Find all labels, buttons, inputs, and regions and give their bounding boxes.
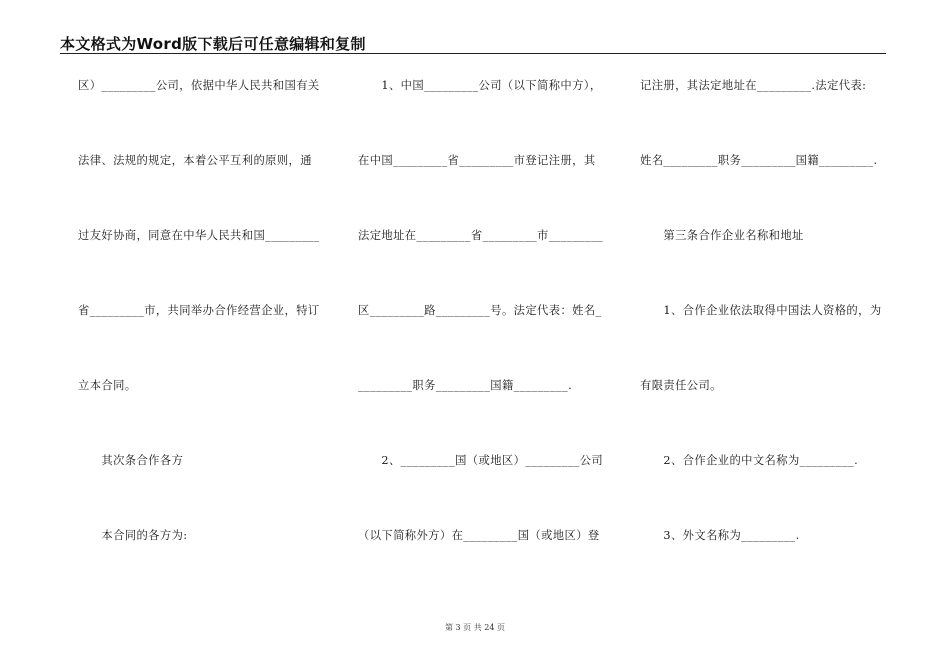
text-line: 2、合作企业的中文名称为_________. (640, 454, 859, 467)
text-line: 有限责任公司。 (640, 379, 722, 392)
text-line: 2、_________国（或地区）_________公司 (358, 454, 604, 467)
text-line: 3、外文名称为_________. (640, 529, 800, 542)
header-divider (60, 53, 886, 54)
text-line: 1、合作企业依法取得中国法人资格的，为 (640, 304, 882, 317)
text-line: 法定地址在_________省_________市_________ (358, 229, 604, 242)
text-line: 其次条合作各方 (78, 454, 184, 467)
text-line: 记注册，其法定地址在_________.法定代表: (640, 79, 867, 92)
text-line: 第三条合作企业名称和地址 (640, 229, 804, 242)
text-line: 立本合同。 (78, 379, 137, 392)
text-line: 过友好协商，同意在中华人民共和国_________ (78, 229, 320, 242)
text-line: 区_________路_________号。法定代表：姓名_ (358, 304, 602, 317)
page-number-footer: 第 3 页 共 24 页 (445, 623, 505, 632)
text-line: 在中国_________省_________市登记注册，其 (358, 154, 596, 167)
text-line: _________职务_________国籍_________. (358, 379, 573, 392)
text-line: （以下简称外方）在_________国（或地区）登 (358, 529, 600, 542)
text-line: 1、中国_________公司（以下简称中方）， (358, 79, 602, 92)
text-line: 省_________市，共同举办合作经营企业，特订 (78, 304, 320, 317)
text-line: 姓名_________职务_________国籍_________. (640, 154, 878, 167)
text-line: 法律、法规的规定，本着公平互利的原则，通 (78, 154, 312, 167)
text-line: 本合同的各方为: (78, 529, 188, 542)
document-header-title: 本文格式为Word版下载后可任意编辑和复制 (60, 35, 366, 53)
text-line: 区）_________公司，依据中华人民共和国有关 (78, 79, 320, 92)
